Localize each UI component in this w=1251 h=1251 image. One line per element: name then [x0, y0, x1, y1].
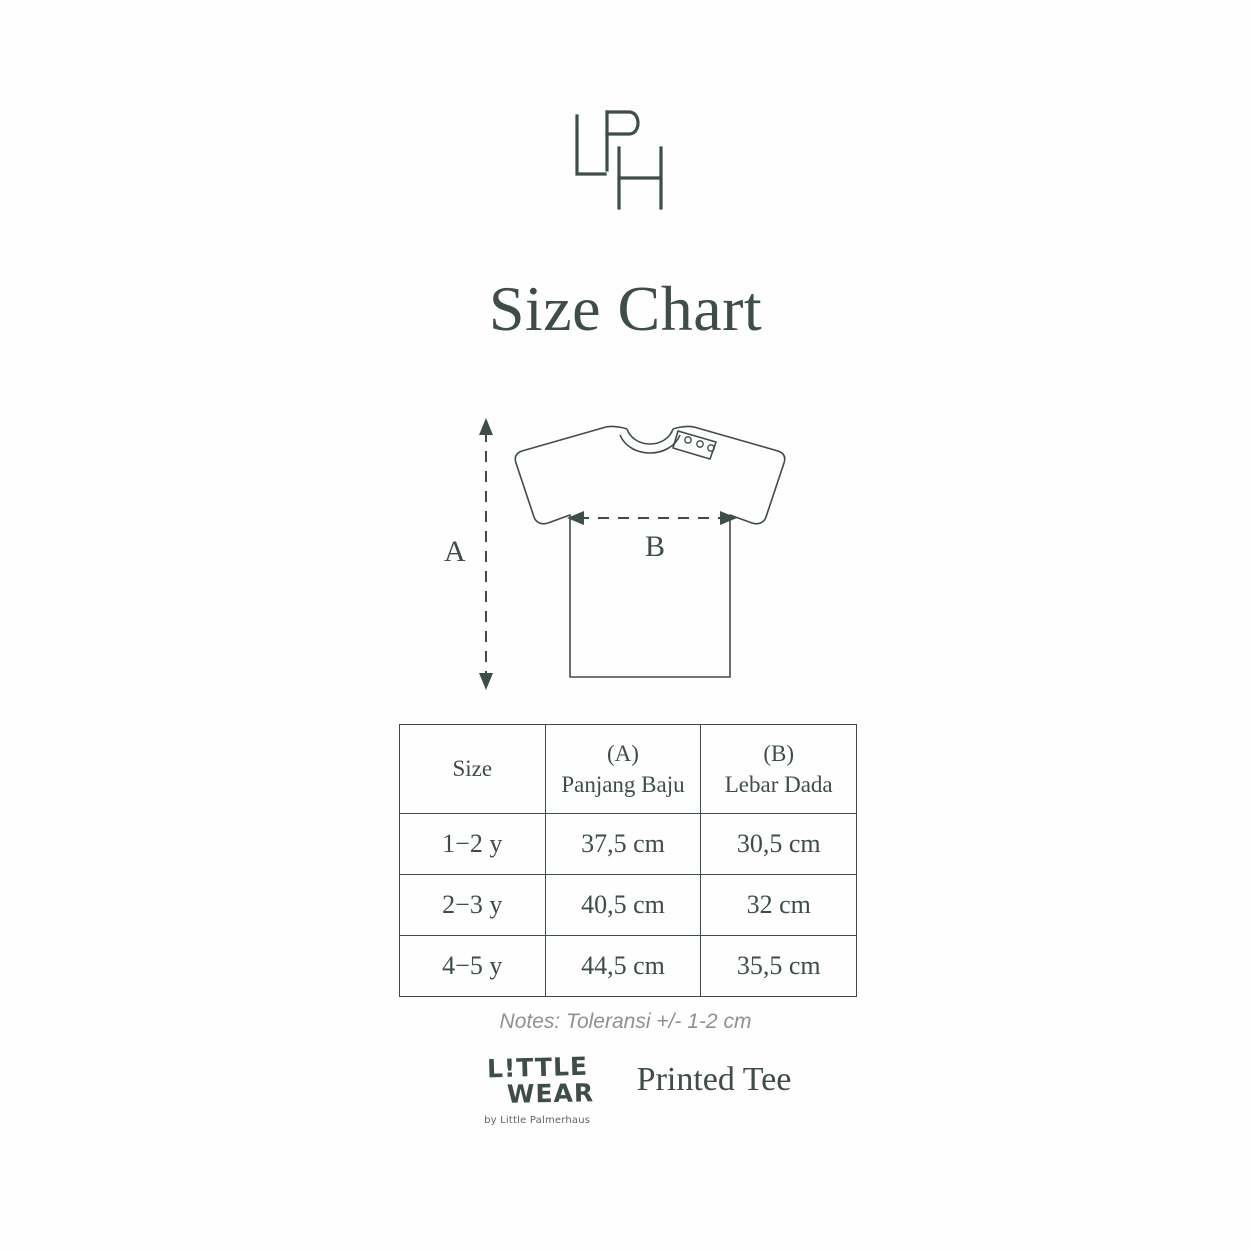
cell-size: 4−5 y	[400, 936, 546, 997]
table-header	[400, 725, 857, 814]
little-wear-logo	[460, 1051, 615, 1126]
cell-size: 2−3 y	[400, 875, 546, 936]
header-size: Size	[400, 725, 546, 814]
cell-chest: 32 cm	[701, 875, 857, 936]
brand-monogram	[0, 108, 1251, 223]
header-chest-label: Lebar Dada	[724, 772, 833, 797]
table-row	[400, 875, 857, 936]
cell-chest: 30,5 cm	[701, 814, 857, 875]
table-body	[400, 814, 857, 997]
lph-monogram-icon	[561, 108, 691, 218]
cell-length: 37,5 cm	[545, 814, 701, 875]
garment-illustration	[430, 405, 850, 705]
header-chest-code: (B)	[763, 740, 795, 766]
cell-length: 40,5 cm	[545, 875, 701, 936]
tolerance-note: Notes: Toleransi +/- 1-2 cm	[499, 1010, 752, 1033]
product-name: Printed Tee	[636, 1061, 792, 1099]
cell-length: 44,5 cm	[545, 936, 701, 997]
header-length	[545, 725, 701, 814]
dimension-label-b: B	[645, 530, 666, 563]
table-row	[400, 936, 857, 997]
table-row	[400, 814, 857, 875]
cell-size: 1−2 y	[400, 814, 546, 875]
header-length-code: (A)	[606, 740, 639, 766]
logo-line-2: WEAR	[506, 1078, 595, 1110]
table-header-row	[400, 725, 857, 814]
logo-line-1: L!TTLE	[486, 1051, 589, 1084]
tee-diagram-icon	[430, 405, 850, 705]
header-length-label: Panjang Baju	[561, 772, 685, 797]
page-title: Size Chart	[488, 273, 763, 344]
cell-chest: 35,5 cm	[701, 936, 857, 997]
logo-subtitle: by Little Palmerhaus	[484, 1114, 591, 1126]
size-table	[399, 724, 857, 997]
dimension-label-a: A	[444, 535, 466, 568]
header-chest	[701, 725, 857, 814]
footer	[0, 1051, 1251, 1126]
